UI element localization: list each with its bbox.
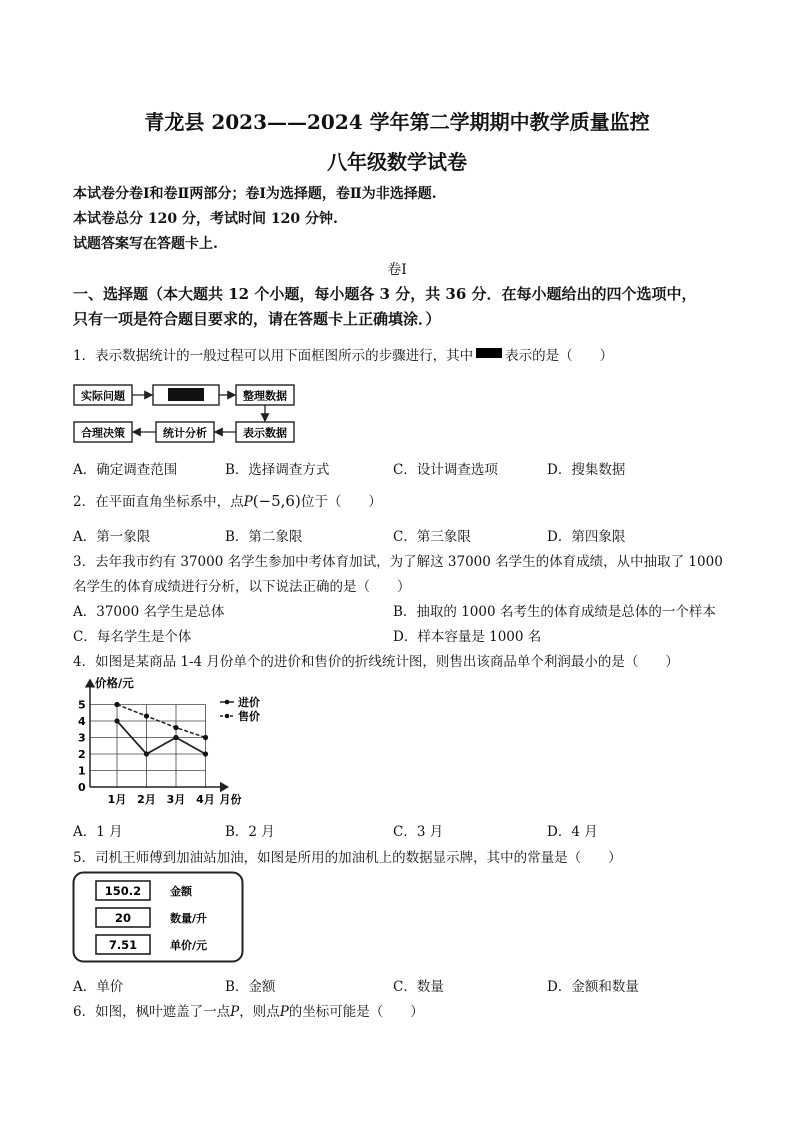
q4-option-b[interactable]: B．2 月	[225, 824, 275, 840]
q2-option-a[interactable]: A．第一象限	[73, 529, 151, 545]
chart-point-series-1	[144, 713, 149, 718]
hidden-step-block	[476, 348, 502, 358]
chart-y-tick-label: 1	[78, 764, 86, 778]
intro-line-1: 本试卷分卷Ⅰ和卷Ⅱ两部分；卷Ⅰ为选择题，卷Ⅱ为非选择题.	[73, 186, 437, 202]
chart-point-series-1	[114, 702, 119, 707]
chart-point-series-1	[173, 725, 178, 730]
chart-legend-label-0: 进价	[238, 696, 260, 709]
exam-subtitle: 八年级数学试卷	[327, 150, 467, 174]
q1-option-c[interactable]: C．设计调查选项	[393, 462, 498, 478]
q6-point-name-1: P	[230, 1004, 240, 1020]
chart-y-axis-label: 价格/元	[95, 676, 134, 690]
exam-title: 青龙县 2023——2024 学年第二学期期中教学质量监控	[144, 110, 650, 134]
chart-x-axis-label: 月份	[219, 793, 242, 806]
q6-stem-part3: 的坐标可能是（ ）	[288, 1004, 424, 1020]
q3-option-c[interactable]: C．每名学生是个体	[73, 629, 192, 645]
flow-label-represent: 表示数据	[243, 426, 287, 440]
q6-stem	[73, 1000, 424, 1020]
chart-point-series-0	[144, 751, 149, 756]
pump-price-label: 单价/元	[170, 939, 208, 952]
chart-y-tick-label: 4	[78, 715, 86, 728]
pump-volume-value: 20	[114, 911, 132, 925]
chart-point-series-0	[203, 751, 208, 756]
chart-point-series-0	[173, 735, 178, 740]
q5-option-c[interactable]: C．数量	[393, 979, 444, 995]
q3-option-a[interactable]: A．37000 名学生是总体	[73, 604, 225, 620]
q5-pump-display	[72, 871, 244, 963]
q6-stem-part1: 6．如图，枫叶遮盖了一点	[73, 1004, 231, 1020]
q4-option-c[interactable]: C．3 月	[393, 824, 444, 840]
pump-amount-label: 金额	[170, 885, 192, 898]
q2-option-c[interactable]: C．第三象限	[393, 529, 471, 545]
q4-line-chart	[70, 674, 270, 808]
q3-stem-line2: 名学生的体育成绩进行分析，以下说法正确的是（ ）	[73, 579, 411, 595]
flow-label-analysis: 统计分析	[163, 426, 207, 440]
intro-line-2: 本试卷总分 120 分，考试时间 120 分钟.	[73, 211, 338, 227]
pump-volume-label: 数量/升	[170, 912, 208, 925]
section1-heading-line1: 一、选择题（本大题共 12 个小题，每小题各 3 分，共 36 分．在每小题给出的四个选项中，	[73, 285, 697, 303]
q5-option-a[interactable]: A．单价	[73, 979, 124, 995]
chart-y-tick-label: 5	[78, 698, 86, 712]
chart-legend-marker-1	[225, 714, 230, 719]
q1-stem	[73, 344, 613, 364]
q1-stem-part2: 表示的是（ ）	[505, 348, 614, 364]
q1-option-b[interactable]: B．选择调查方式	[225, 462, 330, 478]
q6-point-name-2: P	[279, 1004, 289, 1020]
chart-legend-marker-0	[225, 700, 230, 705]
q2-stem-part2: 位于（ ）	[300, 494, 382, 510]
q5-option-d[interactable]: D．金额和数量	[547, 979, 639, 995]
flow-label-decision: 合理决策	[81, 426, 125, 440]
volume-label: 卷Ⅰ	[387, 262, 407, 278]
q2-point-coord: (−5,6)	[252, 492, 301, 510]
chart-x-tick-label: 2月	[137, 793, 156, 806]
chart-x-tick-label: 4月	[196, 793, 215, 806]
q1-option-a[interactable]: A．确定调查范围	[73, 462, 178, 478]
chart-point-series-1	[203, 735, 208, 740]
chart-y-tick-label: 3	[78, 731, 86, 745]
q2-option-d[interactable]: D．第四象限	[547, 529, 626, 545]
q5-stem: 5．司机王师傅到加油站加油，如图是所用的加油机上的数据显示牌，其中的常量是（ ）	[73, 850, 622, 866]
q1-option-d[interactable]: D．搜集数据	[547, 462, 626, 478]
chart-legend-label-1: 售价	[238, 710, 260, 723]
chart-y-tick-label: 0	[78, 781, 86, 794]
pump-amount-value: 150.2	[104, 884, 142, 898]
q5-option-b[interactable]: B．金额	[225, 979, 276, 995]
flow-label-actual-problem: 实际问题	[81, 389, 125, 403]
section1-heading-line2: 只有一项是符合题目要求的，请在答题卡上正确填涂．）	[73, 310, 441, 328]
q6-stem-part2: ，则点	[239, 1004, 280, 1020]
q4-stem: 4．如图是某商品 1-4 月份单个的进价和售价的折线统计图，则售出该商品单个利润最小的是（ ）	[73, 654, 679, 670]
q3-option-b[interactable]: B．抽取的 1000 名考生的体育成绩是总体的一个样本	[393, 604, 716, 620]
q3-stem-line1: 3．去年我市约有 37000 名学生参加中考体育加试，为了解这 37000 名学生的体育成绩，从中抽取了 1000	[73, 554, 723, 570]
chart-point-series-0	[114, 718, 119, 723]
chart-x-tick-label: 3月	[166, 793, 186, 806]
flow-hidden-fill	[168, 388, 204, 401]
q2-stem-part1: 2．在平面直角坐标系中，点	[73, 494, 244, 510]
flow-label-organize: 整理数据	[243, 389, 287, 403]
q4-option-d[interactable]: D．4 月	[547, 824, 598, 840]
q2-point-name: P	[243, 494, 253, 510]
q2-stem	[73, 490, 382, 510]
pump-price-value: 7.51	[108, 938, 138, 952]
q1-stem-part1: 1．表示数据统计的一般过程可以用下面框图所示的步骤进行，其中	[73, 348, 474, 364]
intro-line-3: 试题答案写在答题卡上.	[73, 236, 218, 252]
chart-x-tick-label: 1月	[107, 793, 127, 806]
chart-y-tick-label: 2	[78, 748, 86, 761]
q1-flowchart	[72, 377, 297, 445]
q3-option-d[interactable]: D．样本容量是 1000 名	[393, 629, 542, 645]
q2-option-b[interactable]: B．第二象限	[225, 529, 303, 545]
q4-option-a[interactable]: A．1 月	[73, 824, 123, 840]
